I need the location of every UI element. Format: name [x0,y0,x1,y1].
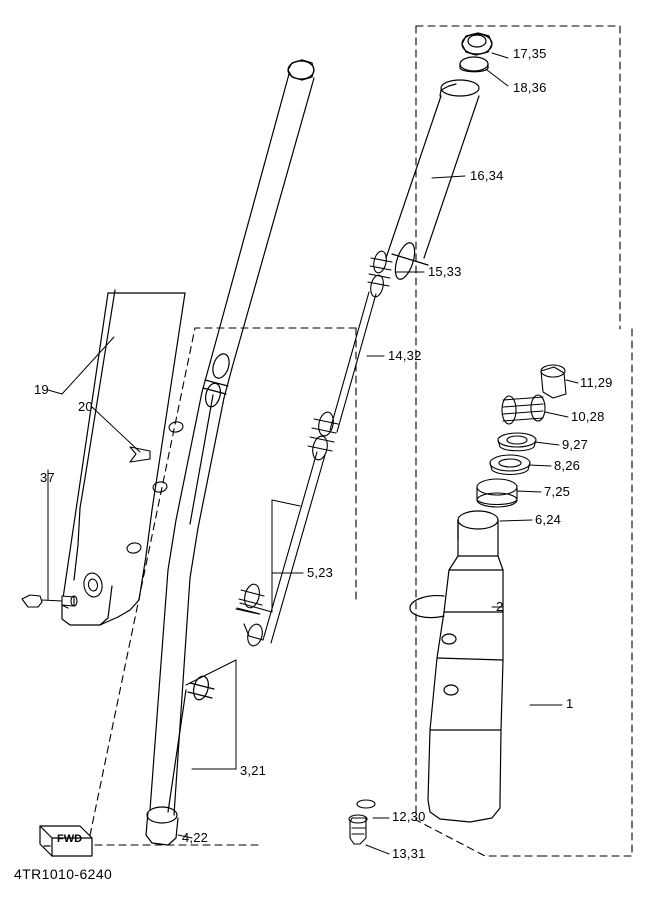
inner-fork-tube [146,60,314,845]
callout-8-26: 8,26 [554,458,581,473]
damper-rod [236,250,392,647]
drain-screw [349,800,375,844]
callout-9-27: 9,27 [562,437,589,452]
callout-37: 37 [40,470,55,485]
callout-11-29: 11,29 [580,375,613,390]
fork-slider-left [62,290,185,625]
part-code-label: 4TR1010-6240 [14,866,113,882]
callout-16-34: 16,34 [470,168,504,183]
right-fork-tube [386,33,492,282]
callout-5-23: 5,23 [307,565,334,580]
callout-2: 2 [496,599,504,614]
callout-4-22: 4,22 [182,830,209,845]
callout-12-30: 12,30 [392,809,426,824]
callout-7-25: 7,25 [544,484,571,499]
callout-14-32: 14,32 [388,348,422,363]
callout-3-21: 3,21 [240,763,267,778]
callout-10-28: 10,28 [571,409,605,424]
right-slider [410,511,503,822]
callout-18-36: 18,36 [513,80,547,95]
callout-17-35: 17,35 [513,46,547,61]
fwd-label: FWD [57,833,83,845]
callout-1: 1 [566,696,574,711]
dashed-group-boundary [416,26,632,856]
bolt-37 [22,595,77,607]
slider-arrow-marker [130,447,150,462]
callout-15-33: 15,33 [428,264,462,279]
callout-19: 19 [34,382,49,397]
callout-13-31: 13,31 [392,846,426,861]
callout-6-24: 6,24 [535,512,562,527]
callout-20: 20 [78,399,93,414]
